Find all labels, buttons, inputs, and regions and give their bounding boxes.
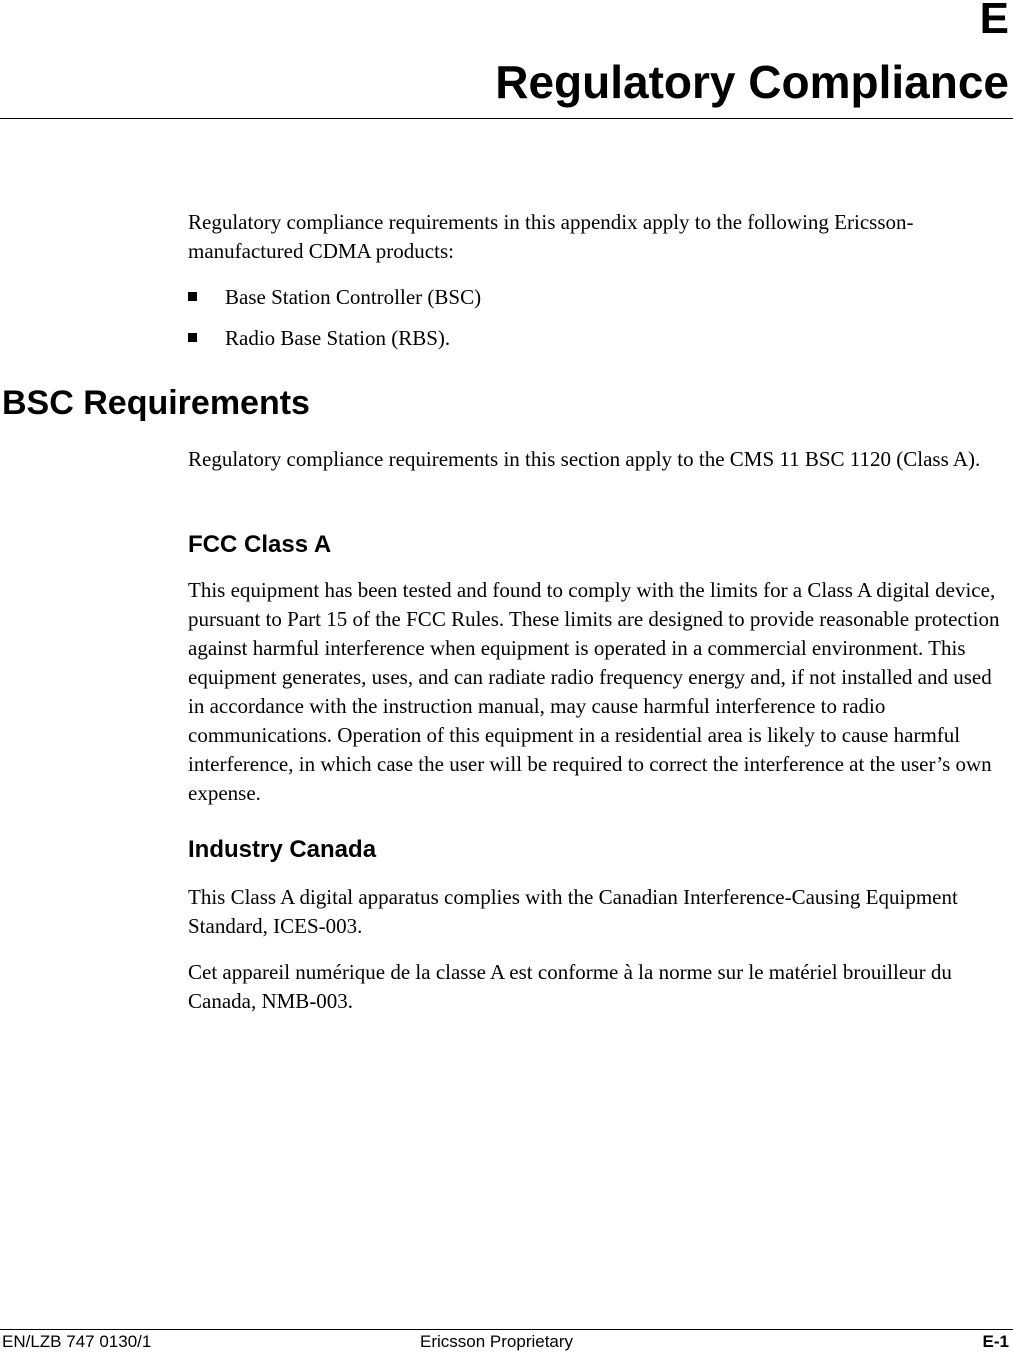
footer-doc-number: EN/LZB 747 0130/1 bbox=[2, 1332, 152, 1351]
subsection-heading-fcc: FCC Class A bbox=[188, 531, 332, 558]
footer-rule bbox=[0, 1329, 1013, 1330]
canada-paragraph-english: This Class A digital apparatus complies with the Canadian Interference-Causing Equipment Standard, ICES-003. bbox=[188, 885, 958, 938]
section-heading-bsc: BSC Requirements bbox=[2, 384, 310, 422]
chapter-letter: E bbox=[979, 0, 1009, 43]
header-rule bbox=[0, 118, 1013, 119]
footer-page-number: E-1 bbox=[982, 1332, 1009, 1351]
canada-paragraph-french: Cet appareil numérique de la classe A est conforme à la norme sur le matériel brouilleur du Canada, NMB-003. bbox=[188, 960, 952, 1013]
chapter-title: Regulatory Compliance bbox=[495, 56, 1009, 108]
intro-paragraph: Regulatory compliance requirements in this appendix apply to the following Ericsson-manufactured CDMA products: bbox=[188, 210, 914, 263]
subsection-heading-canada: Industry Canada bbox=[188, 836, 377, 863]
square-bullet-icon bbox=[188, 292, 197, 301]
fcc-paragraph: This equipment has been tested and found to comply with the limits for a Class A digital device, pursuant to Part 15 of the FCC Rules. These limits are designed to provide reasonable protection against harmful interference when equipment is operated in a commercial environment. This equipment generates, uses, and can radiate radio frequency energy and, if not installed and used in accordance with the instruction manual, may cause harmful interference to radio communications. Operation of this equipment in a residential area is likely to cause harmful interference, in which case the user will be required to correct the interference at the user’s own expense. bbox=[188, 578, 1000, 805]
footer-classification: Ericsson Proprietary bbox=[420, 1332, 574, 1351]
bsc-paragraph: Regulatory compliance requirements in this section apply to the CMS 11 BSC 1120 (Class A). bbox=[188, 447, 981, 471]
list-item-text: Base Station Controller (BSC) bbox=[225, 285, 482, 309]
square-bullet-icon bbox=[188, 333, 197, 342]
list-item-text: Radio Base Station (RBS). bbox=[225, 326, 451, 350]
